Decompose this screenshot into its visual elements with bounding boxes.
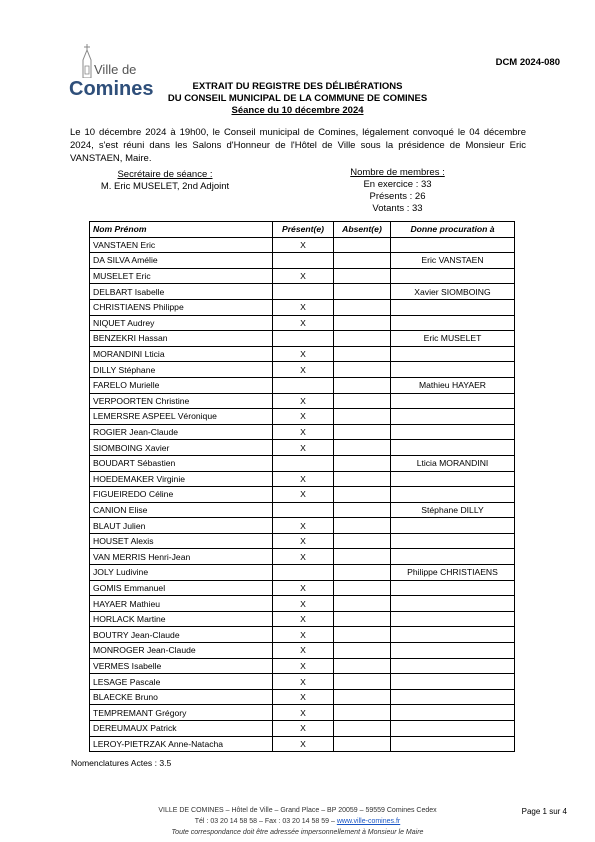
proxy-cell [391, 393, 515, 409]
intro-paragraph: Le 10 décembre 2024 à 19h00, le Conseil municipal de Comines, légalement convoqué le 04 décembre 2024, s'est réuni dans les Salons d'Honneur de l'Hôtel de Ville sous la présidence de Monsieur Eric VANSTAEN, Maire. [70, 127, 526, 164]
title-session: Séance du 10 décembre 2024 [231, 105, 364, 116]
proxy-cell [391, 627, 515, 643]
table-row [90, 315, 515, 331]
members-block [330, 167, 465, 215]
members-voting: Votants : 33 [372, 203, 423, 214]
present-cell: X [273, 705, 334, 721]
table-row [90, 565, 515, 581]
proxy-cell [391, 674, 515, 690]
table-header-row [90, 222, 515, 238]
name-cell: DELBART Isabelle [90, 284, 273, 300]
name-cell: LEMERSRE ASPEEL Véronique [90, 409, 273, 425]
proxy-cell [391, 533, 515, 549]
name-cell: VAN MERRIS Henri-Jean [90, 549, 273, 565]
proxy-cell [391, 346, 515, 362]
present-cell [273, 377, 334, 393]
name-cell: ROGIER Jean-Claude [90, 424, 273, 440]
proxy-cell [391, 658, 515, 674]
absent-cell [334, 377, 391, 393]
name-cell: DA SILVA Amélie [90, 253, 273, 269]
logo-line1: Ville de [94, 62, 137, 77]
absent-cell [334, 362, 391, 378]
secretary-label: Secrétaire de séance : [117, 169, 213, 180]
table-row [90, 455, 515, 471]
church-icon [80, 44, 94, 78]
page-number: Page 1 sur 4 [521, 807, 567, 816]
name-cell: LESAGE Pascale [90, 674, 273, 690]
proxy-cell [391, 471, 515, 487]
absent-cell [334, 502, 391, 518]
absent-cell [334, 284, 391, 300]
present-cell: X [273, 596, 334, 612]
proxy-cell: Lticia MORANDINI [391, 455, 515, 471]
present-cell: X [273, 674, 334, 690]
footer-contact [0, 816, 595, 827]
present-cell: X [273, 268, 334, 284]
name-cell: BLAECKE Bruno [90, 689, 273, 705]
absent-cell [334, 643, 391, 659]
table-row [90, 362, 515, 378]
absent-cell [334, 721, 391, 737]
name-cell: MUSELET Eric [90, 268, 273, 284]
absent-cell [334, 471, 391, 487]
absent-cell [334, 533, 391, 549]
absent-cell [334, 268, 391, 284]
absent-cell [334, 596, 391, 612]
members-label: Nombre de membres : [350, 167, 445, 178]
table-row [90, 377, 515, 393]
footer-address: VILLE DE COMINES – Hôtel de Ville – Grand Place – BP 20059 – 59559 Comines Cedex [158, 807, 437, 814]
absent-cell [334, 253, 391, 269]
name-cell: VERPOORTEN Christine [90, 393, 273, 409]
name-cell: HAYAER Mathieu [90, 596, 273, 612]
nomenclature: Nomenclatures Actes : 3.5 [71, 758, 172, 768]
table-row [90, 393, 515, 409]
present-cell: X [273, 393, 334, 409]
table-row [90, 237, 515, 253]
absent-cell [334, 237, 391, 253]
present-cell: X [273, 346, 334, 362]
absent-cell [334, 705, 391, 721]
title-extract: EXTRAIT DU REGISTRE DES DÉLIBÉRATIONS [192, 81, 403, 92]
present-cell: X [273, 471, 334, 487]
name-cell: BENZEKRI Hassan [90, 331, 273, 347]
table-row [90, 643, 515, 659]
table-row [90, 611, 515, 627]
table-row [90, 409, 515, 425]
footer-phone-fax: Tél : 03 20 14 58 58 – Fax : 03 20 14 58 59 – [194, 818, 337, 825]
absent-cell [334, 409, 391, 425]
present-cell: X [273, 237, 334, 253]
absent-cell [334, 736, 391, 752]
absent-cell [334, 518, 391, 534]
table-row [90, 331, 515, 347]
deliberation-reference: DCM 2024-080 [495, 57, 560, 68]
present-cell: X [273, 518, 334, 534]
name-cell: VERMES Isabelle [90, 658, 273, 674]
footer-note: Toute correspondance doit être adressée impersonnellement à Monsieur le Maire [171, 829, 424, 836]
table-row [90, 253, 515, 269]
table-row [90, 487, 515, 503]
name-cell: MORANDINI Lticia [90, 346, 273, 362]
name-cell: HOEDEMAKER Virginie [90, 471, 273, 487]
proxy-cell [391, 424, 515, 440]
absent-cell [334, 580, 391, 596]
name-cell: DEREUMAUX Patrick [90, 721, 273, 737]
name-cell: FIGUEIREDO Céline [90, 487, 273, 503]
proxy-cell: Stéphane DILLY [391, 502, 515, 518]
table-row [90, 689, 515, 705]
name-cell: SIOMBOING Xavier [90, 440, 273, 456]
name-cell: CHRISTIAENS Philippe [90, 299, 273, 315]
secretary-block [70, 169, 260, 193]
table-row [90, 346, 515, 362]
proxy-cell [391, 409, 515, 425]
table-row [90, 580, 515, 596]
present-cell: X [273, 533, 334, 549]
name-cell: CANION Elise [90, 502, 273, 518]
proxy-cell [391, 487, 515, 503]
present-cell: X [273, 658, 334, 674]
table-row [90, 674, 515, 690]
present-cell [273, 502, 334, 518]
absent-cell [334, 455, 391, 471]
table-row [90, 736, 515, 752]
name-cell: HOUSET Alexis [90, 533, 273, 549]
absent-cell [334, 549, 391, 565]
present-cell: X [273, 736, 334, 752]
present-cell [273, 253, 334, 269]
present-cell: X [273, 721, 334, 737]
table-row [90, 440, 515, 456]
present-cell [273, 455, 334, 471]
table-row [90, 627, 515, 643]
name-cell: LEROY-PIETRZAK Anne-Natacha [90, 736, 273, 752]
absent-cell [334, 331, 391, 347]
table-row [90, 471, 515, 487]
proxy-cell [391, 611, 515, 627]
name-cell: MONROGER Jean-Claude [90, 643, 273, 659]
name-cell: GOMIS Emmanuel [90, 580, 273, 596]
name-cell: JOLY Ludivine [90, 565, 273, 581]
name-cell: TEMPREMANT Grégory [90, 705, 273, 721]
absent-cell [334, 393, 391, 409]
present-cell: X [273, 611, 334, 627]
table-row [90, 549, 515, 565]
members-in-office: En exercice : 33 [363, 179, 432, 190]
proxy-cell [391, 237, 515, 253]
table-row [90, 299, 515, 315]
absent-cell [334, 487, 391, 503]
absent-cell [334, 611, 391, 627]
proxy-cell [391, 549, 515, 565]
proxy-cell [391, 643, 515, 659]
proxy-cell [391, 440, 515, 456]
table-row [90, 721, 515, 737]
table-row [90, 596, 515, 612]
title-council: DU CONSEIL MUNICIPAL DE LA COMMUNE DE COMINES [167, 93, 428, 104]
table-row [90, 518, 515, 534]
present-cell: X [273, 299, 334, 315]
proxy-cell [391, 736, 515, 752]
name-cell: HORLACK Martine [90, 611, 273, 627]
present-cell: X [273, 643, 334, 659]
members-present: Présents : 26 [369, 191, 426, 202]
table-row [90, 533, 515, 549]
absent-cell [334, 424, 391, 440]
name-cell: VANSTAEN Eric [90, 237, 273, 253]
header-absent: Absent(e) [334, 222, 391, 238]
secretary-name: M. Eric MUSELET, 2nd Adjoint [100, 181, 230, 192]
proxy-cell [391, 689, 515, 705]
name-cell: DILLY Stéphane [90, 362, 273, 378]
proxy-cell [391, 362, 515, 378]
proxy-cell: Xavier SIOMBOING [391, 284, 515, 300]
proxy-cell: Eric VANSTAEN [391, 253, 515, 269]
absent-cell [334, 674, 391, 690]
absent-cell [334, 299, 391, 315]
proxy-cell [391, 596, 515, 612]
absent-cell [334, 315, 391, 331]
proxy-cell [391, 721, 515, 737]
proxy-cell: Philippe CHRISTIAENS [391, 565, 515, 581]
table-row [90, 284, 515, 300]
header-proxy: Donne procuration à [391, 222, 515, 238]
footer [0, 805, 595, 838]
present-cell [273, 331, 334, 347]
table-row [90, 268, 515, 284]
proxy-cell [391, 518, 515, 534]
absent-cell [334, 689, 391, 705]
present-cell [273, 565, 334, 581]
present-cell: X [273, 315, 334, 331]
proxy-cell: Mathieu HAYAER [391, 377, 515, 393]
present-cell: X [273, 627, 334, 643]
present-cell [273, 284, 334, 300]
logo-line2: Comines [69, 78, 154, 100]
proxy-cell [391, 315, 515, 331]
attendance-table [89, 221, 515, 752]
absent-cell [334, 565, 391, 581]
proxy-cell [391, 580, 515, 596]
proxy-cell [391, 705, 515, 721]
name-cell: NIQUET Audrey [90, 315, 273, 331]
present-cell: X [273, 487, 334, 503]
website-link[interactable]: www.ville-comines.fr [336, 818, 401, 825]
name-cell: BOUTRY Jean-Claude [90, 627, 273, 643]
attendance-rows [90, 237, 515, 752]
name-cell: BOUDART Sébastien [90, 455, 273, 471]
present-cell: X [273, 440, 334, 456]
proxy-cell: Eric MUSELET [391, 331, 515, 347]
absent-cell [334, 346, 391, 362]
table-row [90, 502, 515, 518]
table-row [90, 424, 515, 440]
header-name: Nom Prénom [90, 222, 273, 238]
present-cell: X [273, 409, 334, 425]
name-cell: FARELO Murielle [90, 377, 273, 393]
absent-cell [334, 658, 391, 674]
absent-cell [334, 627, 391, 643]
proxy-cell [391, 299, 515, 315]
present-cell: X [273, 549, 334, 565]
present-cell: X [273, 689, 334, 705]
table-row [90, 658, 515, 674]
name-cell: BLAUT Julien [90, 518, 273, 534]
header-present: Présent(e) [273, 222, 334, 238]
present-cell: X [273, 424, 334, 440]
absent-cell [334, 440, 391, 456]
proxy-cell [391, 268, 515, 284]
table-row [90, 705, 515, 721]
present-cell: X [273, 362, 334, 378]
present-cell: X [273, 580, 334, 596]
